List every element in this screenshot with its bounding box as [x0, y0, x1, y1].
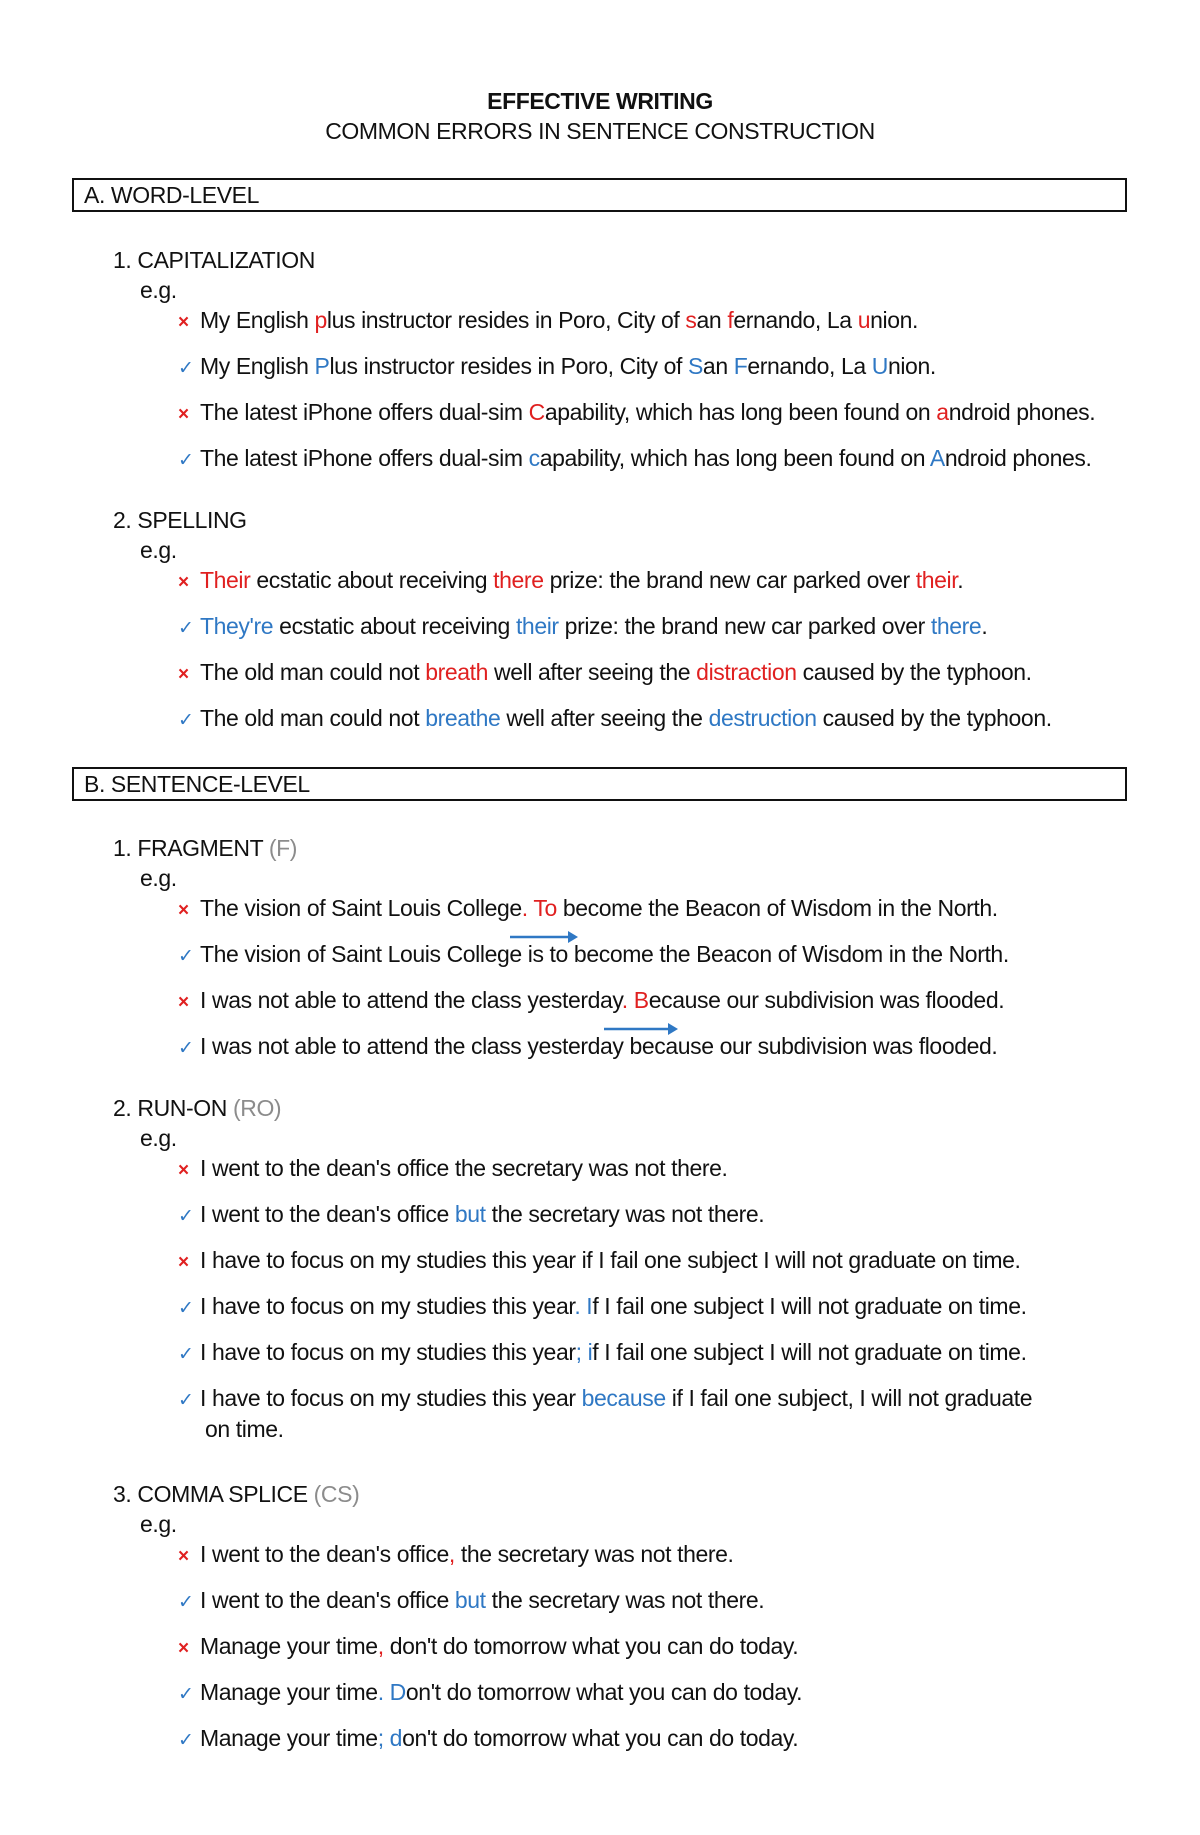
- check-icon: ✓: [178, 1684, 194, 1705]
- correction-highlight: S: [687, 353, 703, 379]
- example-text: ernando, La: [747, 353, 872, 379]
- cross-icon: ×: [178, 312, 189, 333]
- example-text: Manage your time: [200, 1725, 378, 1751]
- example-text: caused by the typhoon.: [816, 705, 1052, 731]
- topic-label: 2. SPELLING: [113, 507, 247, 533]
- cross-icon: ×: [178, 1160, 189, 1181]
- example-text: The latest iPhone offers dual-sim: [200, 399, 529, 425]
- example-text: the secretary was not there.: [485, 1587, 765, 1613]
- error-highlight: ,: [377, 1633, 384, 1659]
- check-icon: ✓: [178, 358, 194, 379]
- incorrect-example: [178, 306, 918, 337]
- document-title: EFFECTIVE WRITING: [487, 88, 713, 114]
- example-text: f I fail one subject I will not graduate on time.: [592, 1293, 1027, 1319]
- example-text: prize: the brand new car parked over: [558, 613, 931, 639]
- check-icon: ✓: [178, 1206, 194, 1227]
- correction-highlight: but: [454, 1201, 486, 1227]
- incorrect-example: [178, 894, 998, 925]
- eg-label: e.g.: [140, 865, 177, 891]
- incorrect-example: [178, 1540, 734, 1571]
- example-text: lus instructor resides in Poro, City of: [326, 307, 686, 333]
- document-subtitle: COMMON ERRORS IN SENTENCE CONSTRUCTION: [325, 118, 875, 144]
- correct-example: [178, 1384, 1032, 1443]
- cross-icon: ×: [178, 572, 189, 593]
- check-icon: ✓: [178, 450, 194, 471]
- correction-highlight: there: [930, 613, 982, 639]
- error-highlight: p: [314, 307, 327, 333]
- example-text: don't do tomorrow what you can do today.: [383, 1633, 799, 1659]
- example-text: ndroid phones.: [944, 445, 1092, 471]
- example-text: ndroid phones.: [948, 399, 1096, 425]
- correction-highlight: c: [528, 445, 540, 471]
- check-icon: ✓: [178, 1390, 194, 1411]
- example-text: Manage your time: [200, 1679, 378, 1705]
- correct-example: [178, 1292, 1027, 1323]
- example-text: The vision of Saint Louis College is to become the Beacon of Wisdom in the North.: [200, 941, 1009, 967]
- topic-heading: [113, 506, 247, 534]
- correct-example: [178, 1724, 798, 1755]
- correct-example: [178, 1338, 1027, 1369]
- cross-icon: ×: [178, 992, 189, 1013]
- example-text: the secretary was not there.: [485, 1201, 765, 1227]
- cross-icon: ×: [178, 1546, 189, 1567]
- error-highlight: C: [528, 399, 545, 425]
- incorrect-example: [178, 1246, 1021, 1277]
- topic-heading: [113, 246, 315, 274]
- correction-highlight: breathe: [425, 705, 501, 731]
- example-text: nion.: [887, 353, 936, 379]
- example-text: an: [702, 353, 734, 379]
- example-text: on't do tomorrow what you can do today.: [402, 1725, 799, 1751]
- check-icon: ✓: [178, 1298, 194, 1319]
- correction-highlight: their: [515, 613, 559, 639]
- example-text: My English: [200, 353, 315, 379]
- example-text: become the Beacon of Wisdom in the North.: [556, 895, 998, 921]
- topic-label: 3. COMMA SPLICE: [113, 1481, 308, 1507]
- correct-example: [178, 1032, 997, 1063]
- check-icon: ✓: [178, 618, 194, 639]
- example-text: on't do tomorrow what you can do today.: [405, 1679, 803, 1705]
- example-text: apability, which has long been found on: [539, 445, 930, 471]
- example-text: ecstatic about receiving: [250, 567, 494, 593]
- example-text: if I fail one subject, I will not graduate: [665, 1385, 1033, 1411]
- cross-icon: ×: [178, 404, 189, 425]
- incorrect-example: [178, 1154, 728, 1185]
- example-text: Manage your time: [200, 1633, 378, 1659]
- cross-icon: ×: [178, 664, 189, 685]
- topic-label: 1. CAPITALIZATION: [113, 247, 315, 273]
- eg-label: e.g.: [140, 537, 177, 563]
- error-highlight: . To: [521, 895, 557, 921]
- eg-label: e.g.: [140, 1511, 177, 1537]
- error-highlight: Their: [200, 567, 251, 593]
- incorrect-example: [178, 1632, 798, 1663]
- title-block: [0, 0, 1200, 146]
- topic-abbreviation: (F): [268, 835, 297, 861]
- example-text: The old man could not: [200, 659, 426, 685]
- example-text: apability, which has long been found on: [544, 399, 937, 425]
- eg-label: e.g.: [140, 277, 177, 303]
- correction-highlight: ; i: [575, 1339, 593, 1365]
- example-text: an: [696, 307, 728, 333]
- topic-heading: [113, 834, 297, 862]
- check-icon: ✓: [178, 1592, 194, 1613]
- check-icon: ✓: [178, 1730, 194, 1751]
- error-highlight: a: [936, 399, 949, 425]
- correction-highlight: P: [314, 353, 330, 379]
- example-text: well after seeing the: [500, 705, 709, 731]
- correction-highlight: . D: [377, 1679, 406, 1705]
- incorrect-example: [178, 566, 963, 597]
- example-text: I have to focus on my studies this year: [200, 1339, 576, 1365]
- check-icon: ✓: [178, 1344, 194, 1365]
- correct-example: [178, 1586, 764, 1617]
- error-highlight: breath: [425, 659, 489, 685]
- correction-highlight: because: [581, 1385, 666, 1411]
- correct-example: [178, 352, 936, 383]
- cross-icon: ×: [178, 1252, 189, 1273]
- example-text: The old man could not: [200, 705, 426, 731]
- correction-highlight: but: [454, 1587, 486, 1613]
- check-icon: ✓: [178, 710, 194, 731]
- arrow-icon: [510, 930, 580, 944]
- correction-highlight: destruction: [708, 705, 817, 731]
- example-continuation: on time.: [205, 1416, 284, 1442]
- example-text: .: [957, 567, 964, 593]
- cross-icon: ×: [178, 900, 189, 921]
- topic-heading: [113, 1480, 359, 1508]
- correct-example: [178, 940, 1009, 971]
- arrow-icon: [604, 1022, 680, 1036]
- example-text: ecause our subdivision was flooded.: [648, 987, 1005, 1013]
- correct-example: [178, 612, 987, 643]
- correct-example: [178, 1678, 802, 1709]
- topic-abbreviation: (CS): [313, 1481, 360, 1507]
- example-text: I was not able to attend the class yesterday: [200, 987, 622, 1013]
- error-highlight: there: [493, 567, 544, 593]
- correction-highlight: U: [871, 353, 888, 379]
- correction-highlight: ; d: [377, 1725, 403, 1751]
- example-text: ernando, La: [733, 307, 858, 333]
- example-text: I went to the dean's office the secretary was not there.: [200, 1155, 728, 1181]
- example-text: I went to the dean's office: [200, 1201, 455, 1227]
- error-highlight: ,: [448, 1541, 455, 1567]
- example-text: My English: [200, 307, 315, 333]
- example-text: nion.: [870, 307, 918, 333]
- error-highlight: s: [685, 307, 697, 333]
- section-header: A. WORD-LEVEL: [72, 178, 1127, 212]
- error-highlight: their: [915, 567, 958, 593]
- example-text: caused by the typhoon.: [796, 659, 1032, 685]
- topic-heading: [113, 1094, 281, 1122]
- error-highlight: . B: [621, 987, 649, 1013]
- example-text: the secretary was not there.: [454, 1541, 734, 1567]
- example-text: f I fail one subject I will not graduate on time.: [592, 1339, 1027, 1365]
- correction-highlight: F: [733, 353, 748, 379]
- example-text: I was not able to attend the class yesterday because our subdivision was flooded.: [200, 1033, 998, 1059]
- check-icon: ✓: [178, 1038, 194, 1059]
- topic-abbreviation: (RO): [232, 1095, 282, 1121]
- incorrect-example: [178, 658, 1032, 689]
- example-text: .: [981, 613, 988, 639]
- correct-example: [178, 704, 1052, 735]
- example-text: I went to the dean's office: [200, 1587, 455, 1613]
- example-text: I have to focus on my studies this year: [200, 1293, 575, 1319]
- section-header: B. SENTENCE-LEVEL: [72, 767, 1127, 801]
- correct-example: [178, 1200, 764, 1231]
- example-text: lus instructor resides in Poro, City of: [329, 353, 688, 379]
- example-text: The vision of Saint Louis College: [200, 895, 522, 921]
- error-highlight: distraction: [696, 659, 797, 685]
- cross-icon: ×: [178, 1638, 189, 1659]
- example-text: I have to focus on my studies this year: [200, 1385, 582, 1411]
- incorrect-example: [178, 398, 1095, 429]
- correction-highlight: They're: [200, 613, 274, 639]
- correction-highlight: . I: [574, 1293, 593, 1319]
- example-text: I have to focus on my studies this year if I fail one subject I will not graduate on time.: [200, 1247, 1021, 1273]
- example-text: ecstatic about receiving: [273, 613, 516, 639]
- eg-label: e.g.: [140, 1125, 177, 1151]
- error-highlight: u: [857, 307, 871, 333]
- error-highlight: f: [727, 307, 734, 333]
- example-text: The latest iPhone offers dual-sim: [200, 445, 529, 471]
- topic-label: 1. FRAGMENT: [113, 835, 263, 861]
- check-icon: ✓: [178, 946, 194, 967]
- incorrect-example: [178, 986, 1004, 1017]
- example-text: I went to the dean's office: [200, 1541, 449, 1567]
- correction-highlight: A: [929, 445, 945, 471]
- example-text: well after seeing the: [488, 659, 697, 685]
- correct-example: [178, 444, 1091, 475]
- example-text: prize: the brand new car parked over: [543, 567, 916, 593]
- topic-label: 2. RUN-ON: [113, 1095, 227, 1121]
